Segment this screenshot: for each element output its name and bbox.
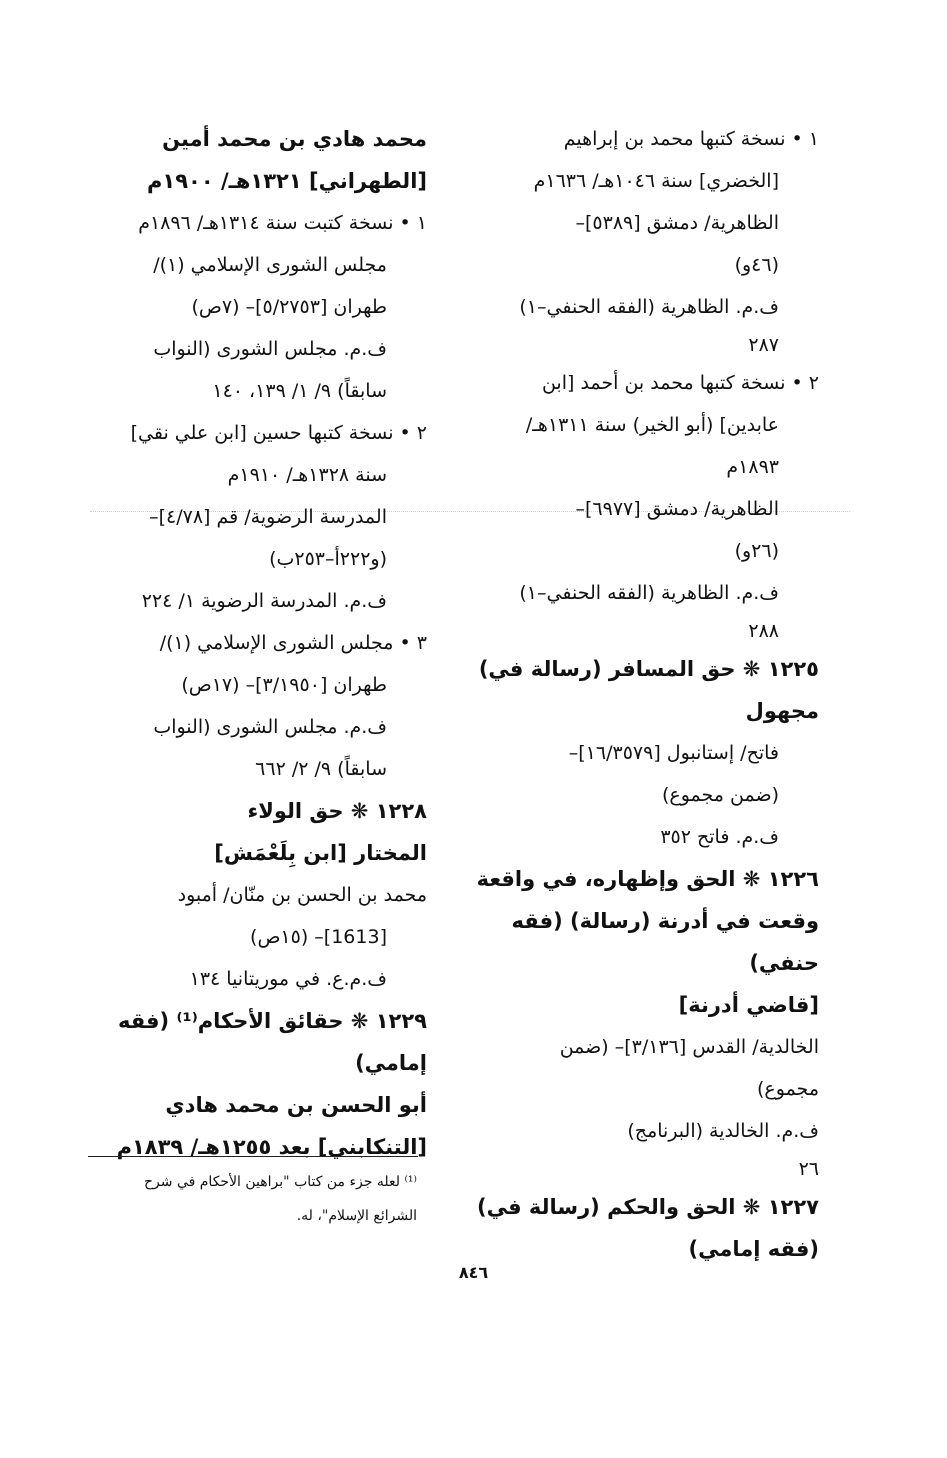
entry-text-line: ٢ • نسخة كتبها محمد بن أحمد [ابن — [541, 372, 819, 394]
entry-text-line: محمد بن الحسن بن منّان/ أمبود — [177, 884, 427, 906]
entry-heading-line: حنفي) — [749, 951, 819, 975]
entry-heading-line: [الطهراني] ١٣٢١هـ/ ١٩٠٠م — [146, 169, 427, 193]
entry-heading-line: مجهول — [745, 699, 819, 723]
entry-text-line: مجلس الشورى الإسلامي (١)/ — [153, 254, 387, 276]
entry-text-line: ٢٨٧ — [748, 334, 779, 356]
entry-heading-line: إمامي) — [355, 1051, 427, 1075]
entry-heading-line: [قاضي أدرنة] — [678, 993, 819, 1017]
footnote — [82, 1165, 417, 1233]
entry-text-line: ٢٨٨ — [748, 620, 779, 642]
entry-heading-line: وقعت في أدرنة (رسالة) (فقه — [511, 909, 819, 933]
entry-text-line: سنة ١٣٢٨هـ/ ١٩١٠م — [227, 464, 387, 486]
entry-text-line: ف.م. الظاهرية (الفقه الحنفي–١) — [519, 582, 779, 604]
entry-heading-line: أبو الحسن بن محمد هادي — [165, 1093, 427, 1117]
entry-text-line: ف.م. فاتح ٣٥٢ — [660, 826, 779, 848]
entry-text-line: ف.م. مجلس الشورى (النواب — [153, 716, 387, 738]
entry-heading-line: ١٢٢٥ ❋ حق المسافر (رسالة في) — [478, 657, 819, 681]
entry-text-line: الظاهرية/ دمشق [٥٣٨٩]– — [575, 212, 779, 234]
entry-heading-line: (فقه إمامي) — [688, 1237, 819, 1261]
footnote-line: ⁽¹⁾ لعله جزء من كتاب "براهين الأحكام في شرح — [144, 1174, 417, 1190]
entry-text-line: (ضمن مجموع) — [661, 784, 779, 806]
entry-text-line: [الخضري] سنة ١٠٤٦هـ/ ١٦٣٦م — [533, 170, 779, 192]
entry-heading-line: ١٢٢٩ ❋ حقائق الأحكام⁽¹⁾ (فقه — [117, 1009, 427, 1033]
entry-heading-line: المختار [ابن بِلَعْمَش] — [214, 841, 427, 865]
entry-text-line: الظاهرية/ دمشق [٦٩٧٧]– — [575, 498, 779, 520]
entry-text-line: ٢ • نسخة كتبها حسين [ابن علي نقي] — [130, 422, 427, 444]
entry-text-line: الخالدية/ القدس [٣/١٣٦]– (ضمن — [559, 1036, 819, 1058]
entry-heading-line: ١٢٢٧ ❋ الحق والحكم (رسالة في) — [477, 1195, 819, 1219]
entry-text-line: مجموع) — [757, 1078, 819, 1100]
entry-text-line: المدرسة الرضوية/ قم [٤/٧٨]– — [149, 506, 387, 528]
entry-text-line: سابقاً) ٩/ ٢/ ٦٦٢ — [255, 758, 387, 780]
entry-text-line: سابقاً) ٩/ ١/ ١٣٩، ١٤٠ — [212, 380, 387, 402]
entry-text-line: ف.م. الظاهرية (الفقه الحنفي–١) — [519, 296, 779, 318]
entry-text-line: ١٨٩٣م — [726, 456, 779, 478]
entry-text-line: ١ • نسخة كتبها محمد بن إبراهيم — [563, 128, 819, 150]
entry-heading-line: محمد هادي بن محمد أمين — [162, 127, 427, 151]
entry-text-line: ف.م. مجلس الشورى (النواب — [153, 338, 387, 360]
entry-text-line: ف.م. المدرسة الرضوية ١/ ٢٢٤ — [141, 590, 387, 612]
entry-heading-line: ١٢٢٦ ❋ الحق وإظهاره، في واقعة — [476, 867, 819, 891]
entry-text-line: (٢٦و) — [734, 540, 779, 562]
entry-text-line: ١ • نسخة كتبت سنة ١٣١٤هـ/ ١٨٩٦م — [138, 212, 427, 234]
entry-text-line: (٤٦و) — [734, 254, 779, 276]
entry-text-line: ٢٦ — [798, 1158, 819, 1180]
page-number: ٨٤٦ — [458, 1263, 489, 1282]
entry-text-line: عابدين] (أبو الخير) سنة ١٣١١هـ/ — [525, 414, 779, 436]
entry-text-line: طهران [٥/٢٧٥٣]– (٧ص) — [191, 296, 387, 318]
left-column — [87, 118, 427, 1168]
entry-heading-line: [التنكابني] بعد ١٢٥٥هـ/ ١٨٣٩م — [116, 1135, 427, 1159]
entry-heading-line: ١٢٢٨ ❋ حق الولاء — [247, 799, 427, 823]
entry-text-line: [1613]– (١٥ص) — [250, 926, 387, 948]
right-column — [476, 118, 819, 1270]
entry-text-line: طهران [٣/١٩٥٠]– (١٧ص) — [181, 674, 387, 696]
entry-text-line: (و٢٢٢أ–٢٥٣ب) — [269, 548, 387, 570]
footnote-line: الشرائع الإسلام"، له. — [296, 1208, 417, 1224]
entry-text-line: ٣ • مجلس الشورى الإسلامي (١)/ — [159, 632, 427, 654]
entry-text-line: فاتح/ إستانبول [١٦/٣٥٧٩]– — [568, 742, 779, 764]
entry-text-line: ف.م.ع. في موريتانيا ١٣٤ — [189, 968, 387, 990]
entry-text-line: ف.م. الخالدية (البرنامج) — [627, 1120, 819, 1142]
footnote-separator — [88, 1156, 418, 1157]
